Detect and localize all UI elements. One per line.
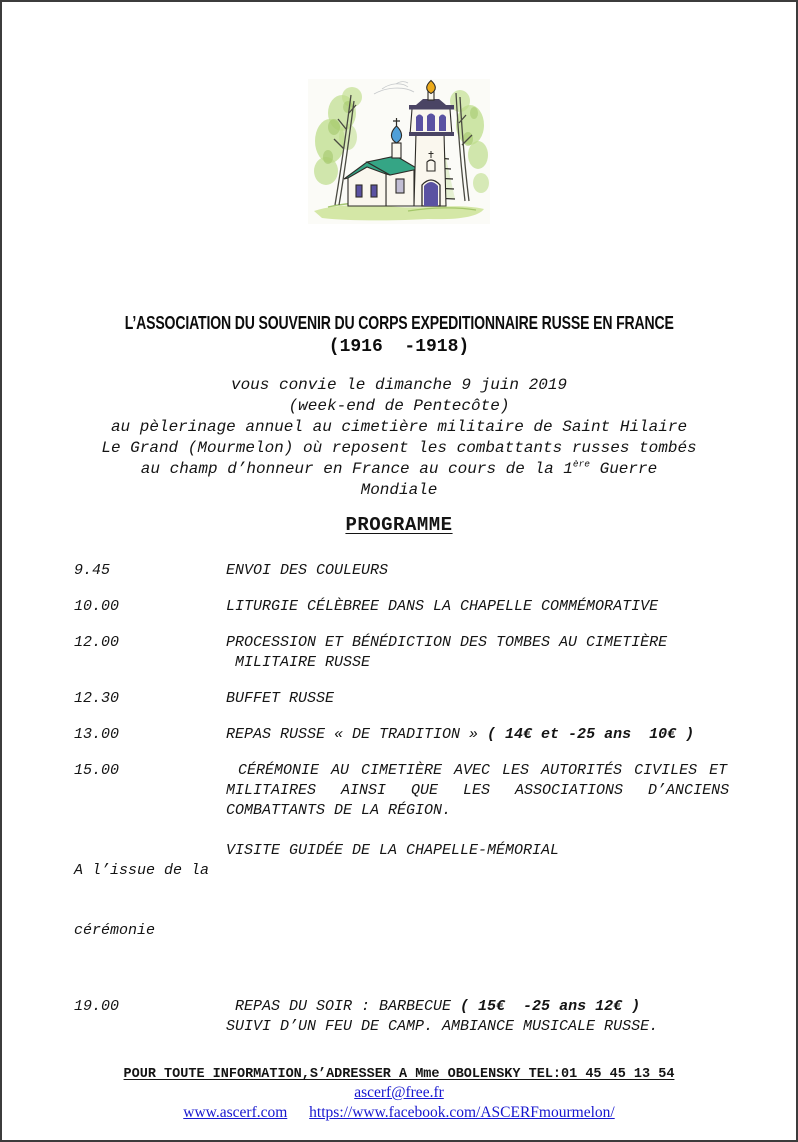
row-description: SUIVI D’UN FEU DE CAMP. AMBIANCE MUSICALE RUSSE. (226, 1018, 659, 1035)
row-description: REPAS RUSSE « DE TRADITION » ( 14€ et -25 ans 10€ ) (226, 726, 695, 743)
row-time: 12.30 (74, 690, 120, 707)
row-time: 9.45 (74, 562, 111, 579)
invitation-line: (week-end de Pentecôte) (288, 397, 510, 415)
email-row (2, 1084, 796, 1102)
price-text: ( 14€ et -25 ans 10€ ) (487, 726, 695, 743)
programme-schedule (74, 561, 733, 1037)
ordinal-superscript: ère (572, 458, 590, 470)
links-row (2, 1104, 796, 1122)
row-time: 15.00 (74, 762, 120, 779)
title-line-2: (1916 -1918) (328, 337, 470, 357)
facebook-link[interactable]: https://www.facebook.com/ASCERFmourmelon/ (309, 1104, 615, 1121)
invitation-line: au champ d’honneur en France au cours de la 1ère Guerre (140, 458, 658, 478)
programme-heading: PROGRAMME (345, 514, 453, 536)
programme-row (74, 821, 733, 981)
row-description: ENVOI DES COULEURS (226, 562, 389, 579)
row-time: 13.00 (74, 726, 120, 743)
row-description: MILITAIRE RUSSE (226, 654, 371, 671)
contact-footer (2, 1067, 796, 1122)
contact-info-line: POUR TOUTE INFORMATION,S’ADRESSER A Mme OBOLENSKY TEL:01 45 45 13 54 (123, 1067, 675, 1082)
row-time: 10.00 (74, 598, 120, 615)
programme-row (74, 597, 733, 617)
chapel-illustration (308, 79, 490, 224)
website-link[interactable]: www.ascerf.com (183, 1104, 288, 1121)
programme-row (74, 997, 733, 1037)
row-description: REPAS DU SOIR : BARBECUE ( 15€ -25 ans 12€ ) (226, 998, 641, 1015)
row-time: 12.00 (74, 634, 120, 651)
document-title (2, 312, 796, 357)
programme-row (74, 689, 733, 709)
row-description: CÉRÉMONIE AU CIMETIÈRE AVEC LES AUTORITÉS CIVILES ET (226, 762, 728, 779)
invitation-line: au pèlerinage annuel au cimetière militaire de Saint Hilaire (110, 418, 688, 436)
row-description: PROCESSION ET BÉNÉDICTION DES TOMBES AU CIMETIÈRE (226, 634, 668, 651)
row-description: COMBATTANTS DE LA RÉGION. (226, 802, 452, 819)
email-link[interactable]: ascerf@free.fr (354, 1084, 444, 1101)
invitation-line: Mondiale (360, 481, 438, 499)
programme-row (74, 633, 733, 673)
row-description: MILITAIRES AINSI QUE LES ASSOCIATIONS D’ANCIENS (226, 782, 730, 799)
row-time: 19.00 (74, 998, 120, 1015)
row-description: LITURGIE CÉLÈBREE DANS LA CHAPELLE COMMÉMORATIVE (226, 598, 659, 615)
programme-row (74, 561, 733, 581)
price-text: ( 15€ -25 ans 12€ ) (460, 998, 641, 1015)
row-description: BUFFET RUSSE (226, 690, 335, 707)
invitation-text (2, 375, 796, 501)
row-description: VISITE GUIDÉE DE LA CHAPELLE-MÉMORIAL (226, 842, 560, 859)
programme-row (74, 761, 733, 821)
row-time: A l’issue de la cérémonie (74, 862, 210, 939)
invitation-line: vous convie le dimanche 9 juin 2019 (230, 376, 568, 394)
title-line-1: L’ASSOCIATION DU SOUVENIR DU CORPS EXPEDITIONNAIRE RUSSE EN FRANCE (124, 312, 674, 333)
invitation-line: Le Grand (Mourmelon) où reposent les combattants russes tombés (101, 439, 697, 457)
programme-row (74, 725, 733, 745)
